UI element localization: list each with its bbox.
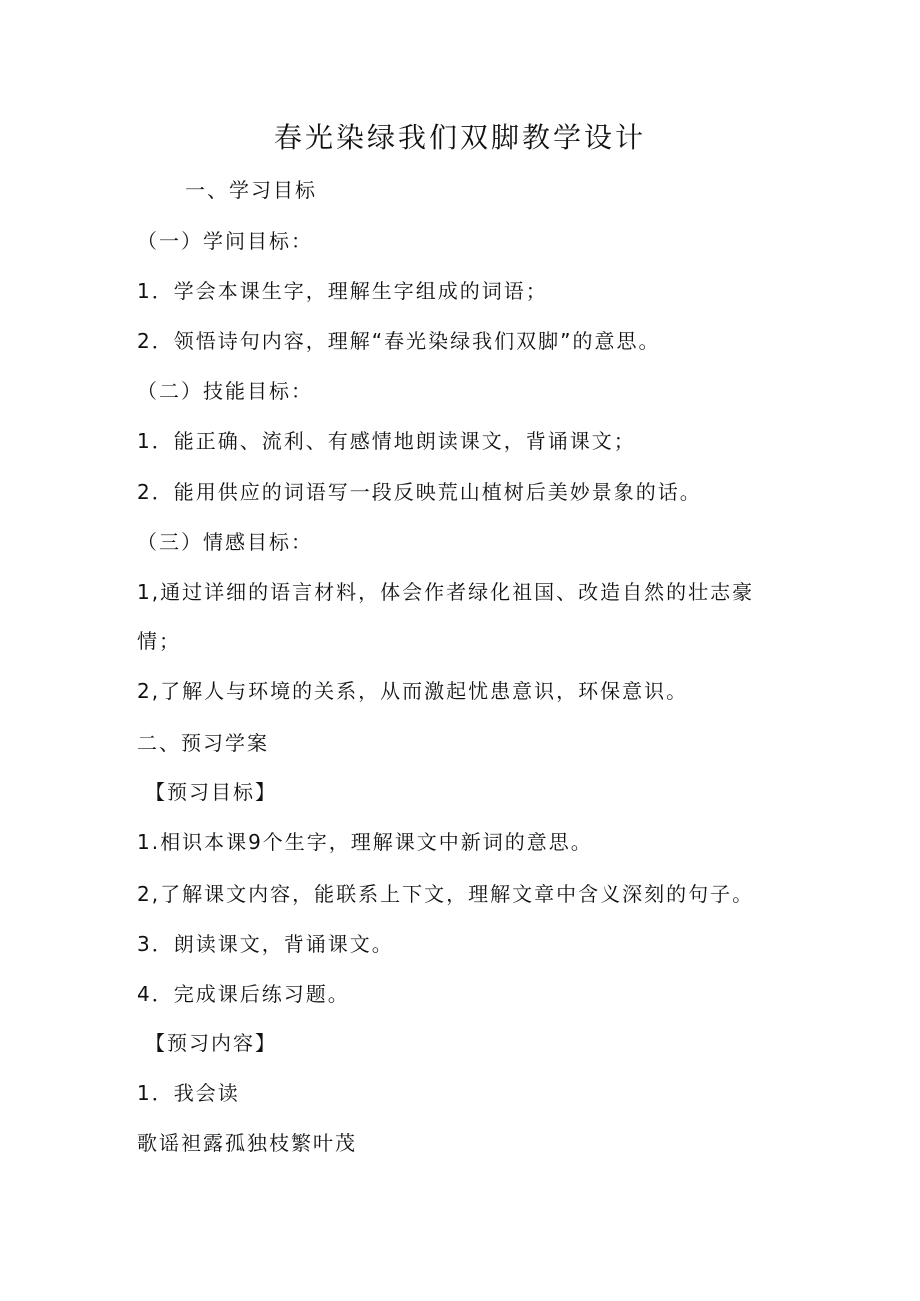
text-line: 2,了解人与环境的关系，从而激起忧患意识，环保意识。 [137, 679, 689, 703]
text-line: 4．完成课后练习题。 [137, 982, 350, 1006]
bracket-heading-preview-goals: 【预习目标】 [145, 780, 277, 804]
document-title: 春光染绿我们双脚教学设计 [273, 121, 646, 154]
subheading-knowledge-goals: （一）学问目标： [137, 229, 313, 253]
text-line: 情； [137, 629, 181, 653]
section-heading-preview: 二、预习学案 [137, 731, 269, 755]
bracket-heading-preview-content: 【预习内容】 [145, 1031, 277, 1055]
text-line: 2,了解课文内容，能联系上下文，理解文章中含义深刻的句子。 [137, 882, 755, 906]
text-line: 1,通过详细的语言材料，体会作者绿化祖国、改造自然的壮志豪 [137, 580, 755, 604]
section-heading-learning-goals: 一、学习目标 [185, 178, 317, 202]
text-line: 2．能用供应的词语写一段反映荒山植树后美妙景象的话。 [137, 480, 702, 504]
text-line: 3．朗读课文，背诵课文。 [137, 932, 394, 956]
text-line: 1．能正确、流利、有感情地朗读课文，背诵课文； [137, 429, 636, 453]
text-line: 2．领悟诗句内容，理解“春光染绿我们双脚”的意思。 [137, 329, 661, 353]
text-line: 歌谣袒露孤独枝繁叶茂 [137, 1131, 357, 1155]
text-line: 1．学会本课生字，理解生字组成的词语； [137, 279, 548, 303]
text-line: 1.相识本课9个生字，理解课文中新词的意思。 [137, 830, 593, 854]
subheading-emotion-goals: （三）情感目标： [137, 530, 313, 554]
text-line: 1．我会读 [137, 1081, 240, 1105]
subheading-skill-goals: （二）技能目标： [137, 379, 313, 403]
